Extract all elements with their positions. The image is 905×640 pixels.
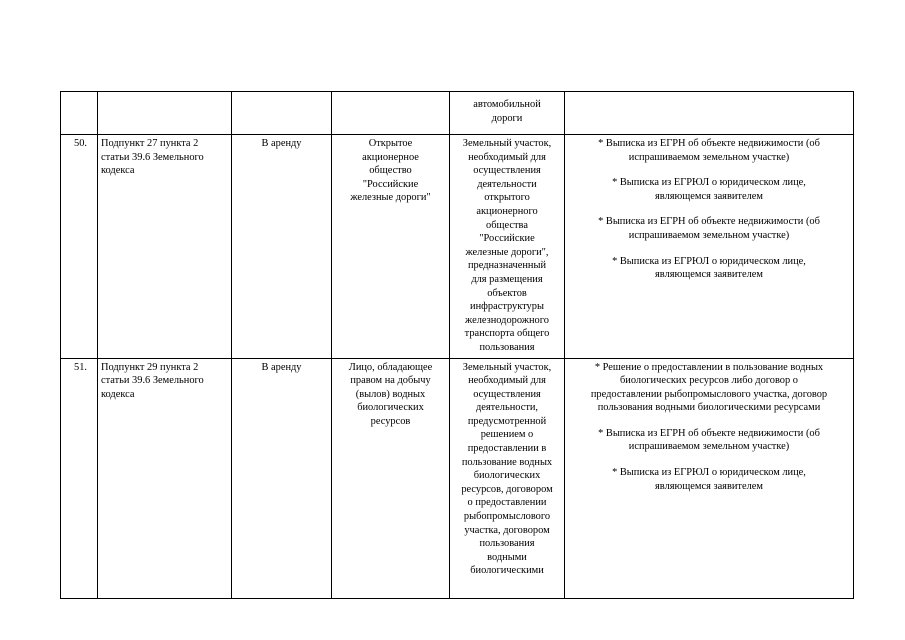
cell-plot: Земельный участок, необходимый для осуществления деятельности открытого акционерного общества "Российские железные дороги", предназначенный для размещения объектов инфраструктуры железнодорожного транспорта общего пользования [450, 135, 565, 359]
cell-docs [565, 358, 854, 598]
doc-item: * Выписка из ЕГРН об объекте недвижимости (об испрашиваемом земельном участке) [598, 216, 820, 241]
doc-item: * Выписка из ЕГРН об объекте недвижимости (об испрашиваемом земельном участке) [598, 427, 820, 453]
cell-type: В аренду [232, 358, 332, 598]
cell-plot: Земельный участок, необходимый для осуществления деятельности, предусмотренной решением о предоставлении в пользование водных биологических ресурсов, договором о предоставлении рыбопромыслового участка, договором пользования водными биологическими [450, 358, 565, 598]
cell-basis [98, 92, 232, 135]
cell-docs [565, 92, 854, 135]
cell-basis: Подпункт 29 пункта 2 статьи 39.6 Земельного кодекса [98, 358, 232, 598]
table-row-50 [61, 135, 854, 359]
cell-applicant [332, 92, 450, 135]
cell-type: В аренду [232, 135, 332, 359]
cell-number [61, 135, 98, 359]
document-table [60, 91, 854, 599]
cell-type [232, 92, 332, 135]
row-number: 51. [74, 361, 87, 373]
cell-number [61, 92, 98, 135]
doc-item: * Выписка из ЕГРЮЛ о юридическом лице, являющемся заявителем [612, 177, 806, 202]
cell-applicant: Открытое акционерное общество "Российские железные дороги" [332, 135, 450, 359]
cell-basis: Подпункт 27 пункта 2 статьи 39.6 Земельного кодекса [98, 135, 232, 359]
doc-item: * Решение о предоставлении в пользование водных биологических ресурсов либо договор о предоставлении рыбопромыслового участка, договор пользования водными биологическими ресурсами [590, 361, 828, 414]
cell-applicant: Лицо, обладающее правом на добычу (вылов) водных биологических ресурсов [332, 358, 450, 598]
table-row-continuation [61, 92, 854, 135]
cell-plot: автомобильной дороги [450, 92, 565, 135]
doc-item: * Выписка из ЕГРЮЛ о юридическом лице, являющемся заявителем [612, 255, 806, 281]
cell-number [61, 358, 98, 598]
table-row-51 [61, 358, 854, 598]
cell-docs [565, 135, 854, 359]
doc-item: * Выписка из ЕГРЮЛ о юридическом лице, являющемся заявителем [612, 467, 806, 492]
doc-item: * Выписка из ЕГРН об объекте недвижимости (об испрашиваемом земельном участке) [598, 138, 820, 163]
row-number: 50. [74, 138, 87, 149]
